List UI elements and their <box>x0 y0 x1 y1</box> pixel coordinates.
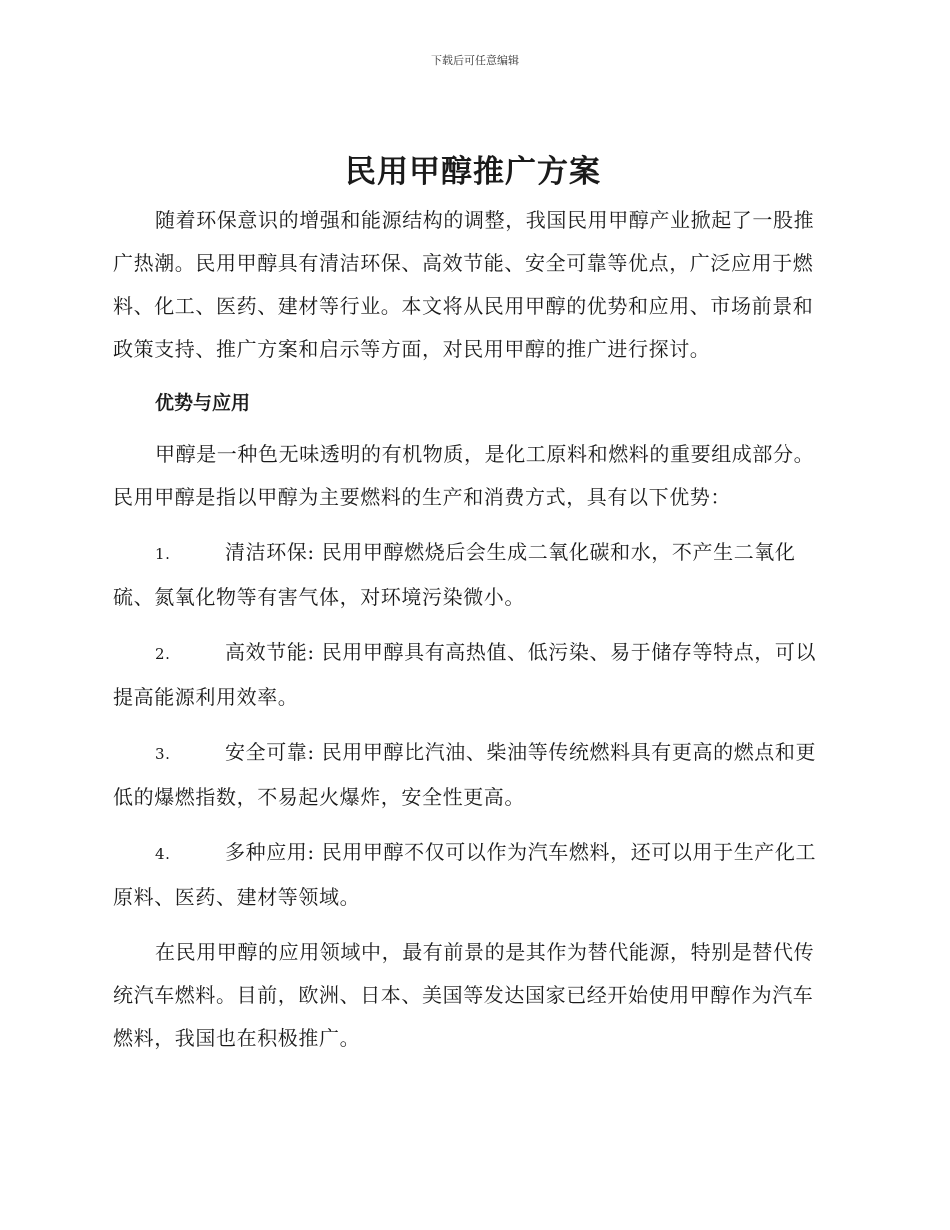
advantages-paragraph: 甲醇是一种色无味透明的有机物质，是化工原料和燃料的重要组成部分。民用甲醇是指以甲醇为主要燃料的生产和消费方式，具有以下优势： <box>113 442 815 509</box>
list-item <box>113 731 833 819</box>
list-item <box>113 531 833 619</box>
section-heading-advantages: 优势与应用 <box>155 392 251 414</box>
document-body <box>113 150 833 1060</box>
list-item-text: 安全可靠: 民用甲醇比汽油、柴油等传统燃料具有更高的燃点和更低的爆燃指数，不易起火爆炸，安全性更高。 <box>113 740 817 809</box>
list-item <box>113 831 833 919</box>
closing-paragraph: 在民用甲醇的应用领域中，最有前景的是其作为替代能源，特别是替代传统汽车燃料。目前，欧洲、日本、美国等发达国家已经开始使用甲醇作为汽车燃料，我国也在积极推广。 <box>113 940 815 1050</box>
document-title: 民用甲醇推广方案 <box>345 154 601 190</box>
page-header: 下载后可任意编辑 <box>431 54 519 67</box>
list-item-number: 1. <box>155 545 171 563</box>
list-item-number: 3. <box>155 745 171 763</box>
list-item-text: 多种应用: 民用甲醇不仅可以作为汽车燃料，还可以用于生产化工原料、医药、建材等领域。 <box>113 840 817 909</box>
list-item-text: 清洁环保: 民用甲醇燃烧后会生成二氧化碳和水，不产生二氧化硫、氮氧化物等有害气体，对环境污染微小。 <box>113 540 796 609</box>
list-item-number: 2. <box>155 645 171 663</box>
intro-paragraph: 随着环保意识的增强和能源结构的调整，我国民用甲醇产业掀起了一股推广热潮。民用甲醇具有清洁环保、高效节能、安全可靠等优点，广泛应用于燃料、化工、医药、建材等行业。本文将从民用甲醇的优势和应用、市场前景和政策支持、推广方案和启示等方面，对民用甲醇的推广进行探讨。 <box>113 208 815 361</box>
list-item-number: 4. <box>155 845 171 863</box>
list-item <box>113 631 833 719</box>
list-item-text: 高效节能: 民用甲醇具有高热值、低污染、易于储存等特点，可以提高能源利用效率。 <box>113 640 817 709</box>
